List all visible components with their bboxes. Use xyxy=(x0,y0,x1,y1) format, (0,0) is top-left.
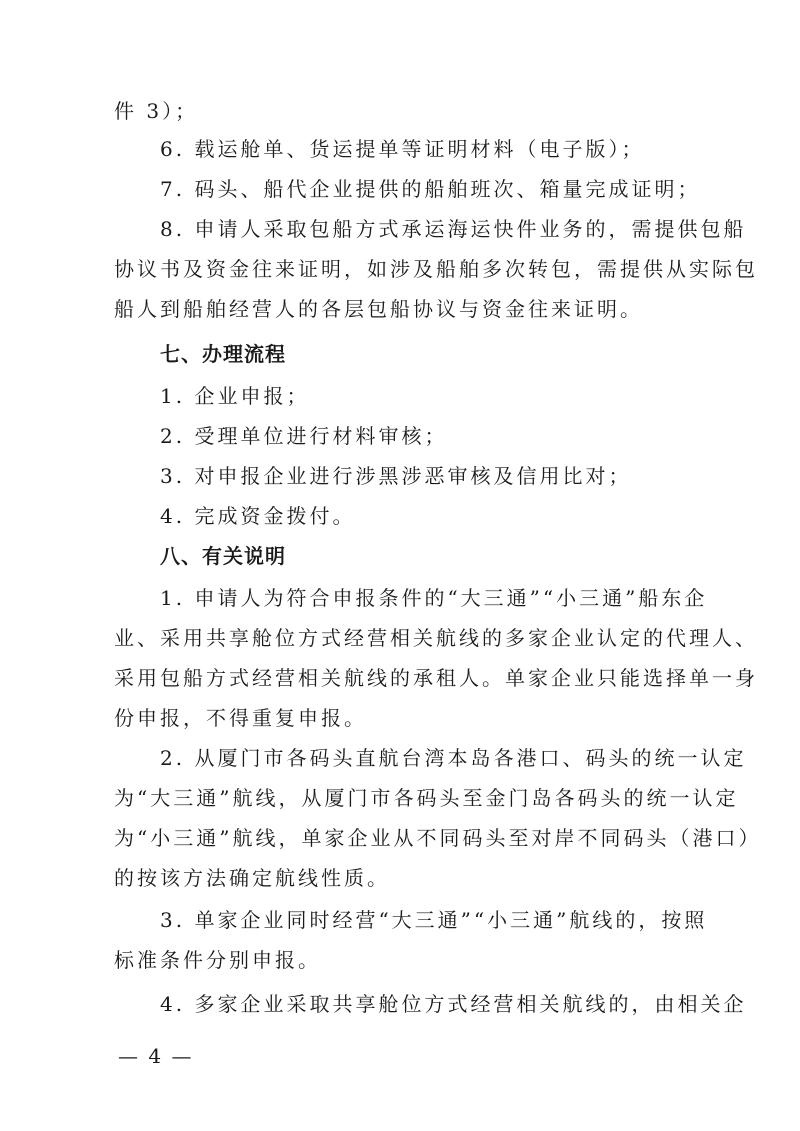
section-heading-notes: 八、有关说明 xyxy=(160,544,286,568)
process-step-4: 4. 完成资金拨付。 xyxy=(160,504,356,528)
list-item-6: 6. 载运舱单、货运提单等证明材料（电子版）； xyxy=(160,137,645,161)
process-step-2: 2. 受理单位进行材料审核； xyxy=(160,424,448,448)
paragraph-line: 业、采用共享舱位方式经营相关航线的多家企业认定的代理人、 xyxy=(114,626,758,650)
paragraph-line: 标准条件分别申报。 xyxy=(114,948,321,972)
note-2: 2. 从厦门市各码头直航台湾本岛各港口、码头的统一认定 xyxy=(160,746,747,770)
section-heading-process: 七、办理流程 xyxy=(160,342,286,366)
process-step-3: 3. 对申报企业进行涉黑涉恶审核及信用比对； xyxy=(160,464,632,488)
process-step-1: 1. 企业申报； xyxy=(160,384,310,408)
note-1: 1. 申请人为符合申报条件的“大三通”“小三通”船东企 xyxy=(160,586,708,610)
note-3: 3. 单家企业同时经营“大三通”“小三通”航线的，按照 xyxy=(160,908,708,932)
paragraph-line: 的按该方法确定航线性质。 xyxy=(114,866,390,890)
paragraph-line: 件 3）； xyxy=(114,99,199,123)
paragraph-line: 协议书及资金往来证明，如涉及船舶多次转包，需提供从实际包 xyxy=(114,257,758,281)
paragraph-line: 份申报，不得重复申报。 xyxy=(114,706,367,730)
paragraph-line: 为“小三通”航线，单家企业从不同码头至对岸不同码头（港口） xyxy=(114,826,762,850)
paragraph-line: 采用包船方式经营相关航线的承租人。单家企业只能选择单一身 xyxy=(114,666,758,690)
list-item-8: 8. 申请人采取包船方式承运海运快件业务的，需提供包船 xyxy=(160,217,747,241)
paragraph-line: 船人到船舶经营人的各层包船协议与资金往来证明。 xyxy=(114,297,643,321)
note-4: 4. 多家企业采取共享舱位方式经营相关航线的，由相关企 xyxy=(160,992,747,1016)
paragraph-line: 为“大三通”航线，从厦门市各码头至金门岛各码头的统一认定 xyxy=(114,786,739,810)
page-number: — 4 — xyxy=(118,1044,194,1068)
list-item-7: 7. 码头、船代企业提供的船舶班次、箱量完成证明； xyxy=(160,177,701,201)
